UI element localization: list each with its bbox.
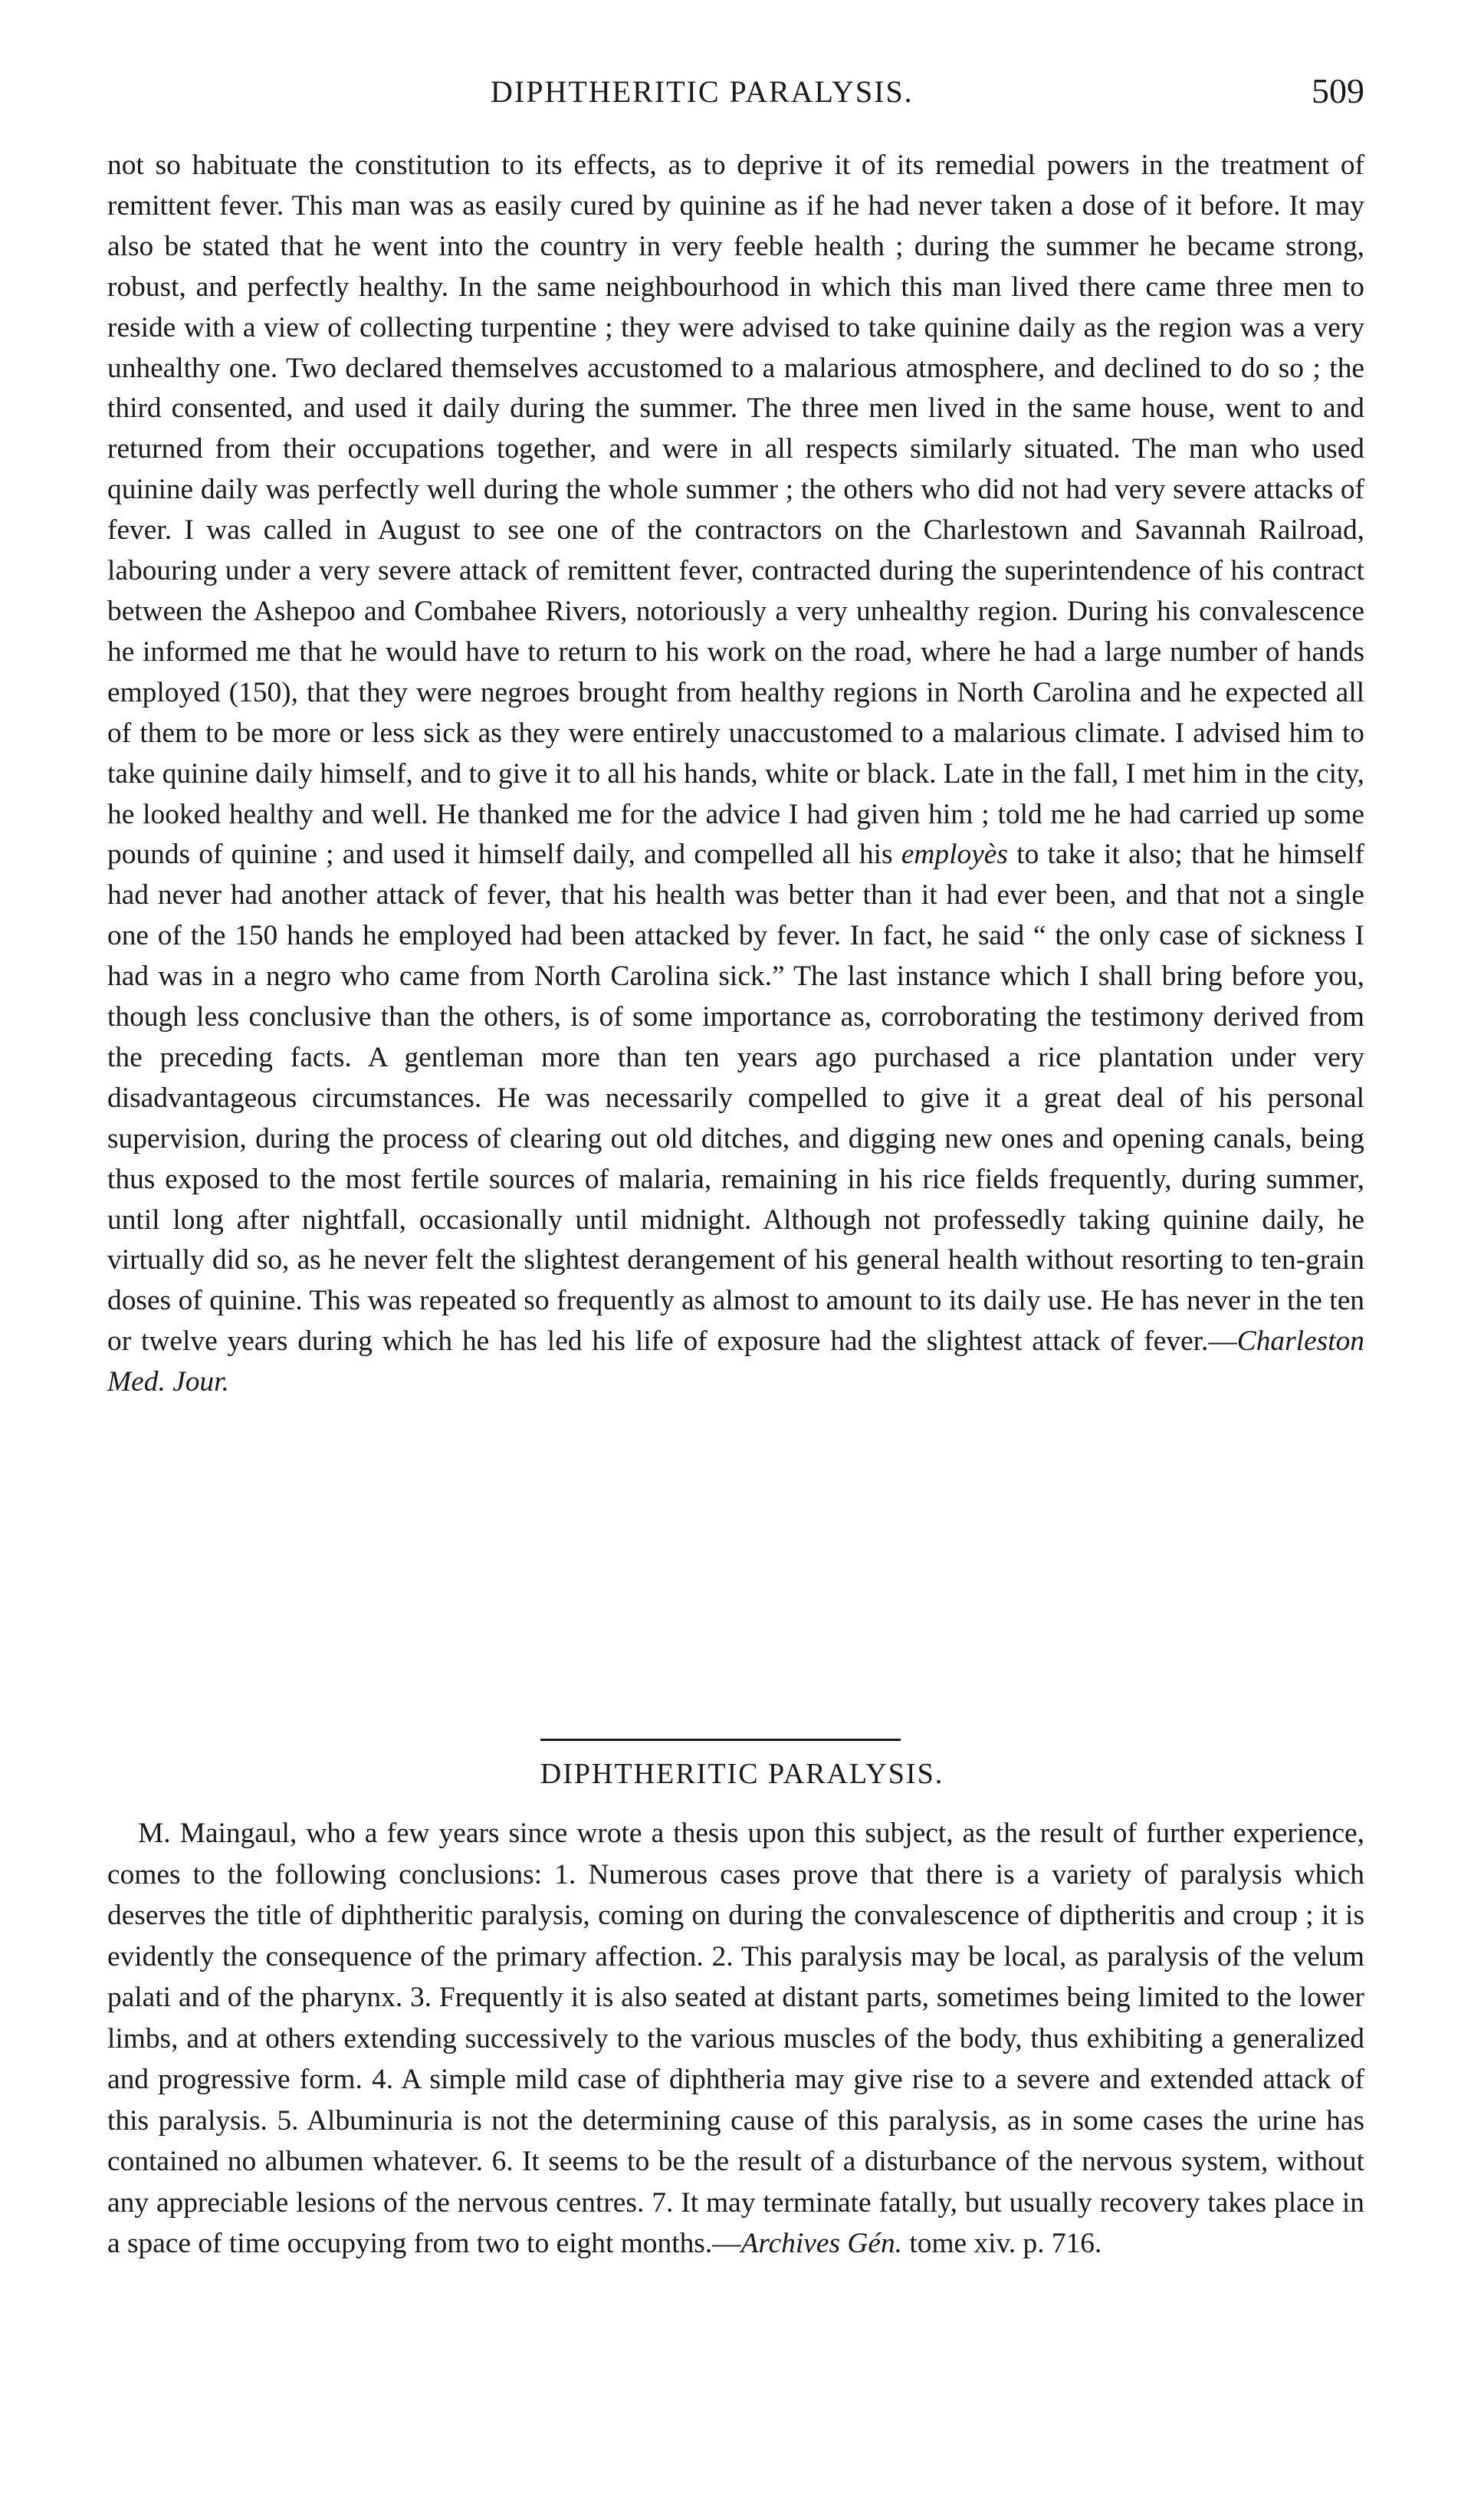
running-head bbox=[107, 71, 1364, 120]
running-title: DIPHTHERITIC PARALYSIS. bbox=[491, 74, 914, 109]
section-citation: Archives Gén. bbox=[740, 2228, 902, 2259]
page-number: 509 bbox=[1312, 71, 1364, 110]
section-body-text: M. Maingaul, who a few years since wrote a thesis upon this subject, as the result of further experience, comes to the following conclusions: 1. Numerous cases prove that there is a variety of paralysis which deserves the title of diphtheritic paralysis, coming on during the convalescence of diptheritis and croup ; it is evidently the consequence of the primary affection. 2. This paralysis may be local, as paralysis of the velum palati and of the pharynx. 3. Frequently it is also seated at distant parts, sometimes being limited to the lower limbs, and at others extending successively to the various muscles of the body, thus exhibiting a generalized and progressive form. 4. A simple mild case of diphtheria may give rise to a severe and extended attack of this paralysis. 5. Albuminuria is not the determining cause of this paralysis, as in some cases the urine has contained no albumen whatever. 6. It seems to be the result of a disturbance of the nervous system, without any appreciable lesions of the nervous centres. 7. It may terminate fatally, but usually recovery takes place in a space of time occupying from two to eight months.— bbox=[107, 1818, 1364, 2259]
section-divider bbox=[540, 1739, 901, 1741]
employes-word: employès bbox=[901, 839, 1008, 871]
section-heading: DIPHTHERITIC PARALYSIS. bbox=[540, 1758, 944, 1790]
section-citation-tail: tome xiv. p. 716. bbox=[909, 2228, 1102, 2259]
previous-article-citation: Charleston Med. Jour. bbox=[107, 1325, 1364, 1398]
previous-article-text: not so habituate the constitution to its effects, as to deprive it of its remedial powers in the treatment of remittent fever. This man was as easily cured by quinine as if he had never taken a dose of it before. It may also be stated that he went into the country in very feeble health ; during the summer he became strong, robust, and perfectly healthy. In the same neighbourhood in which this man lived there came three men to reside with a view of collecting turpentine ; they were advised to take quinine daily as the region was a very unhealthy one. Two declared themselves accustomed to a malarious atmosphere, and declined to do so ; the third consented, and used it daily during the summer. The three men lived in the same house, went to and returned from their occupations together, and were in all respects similarly situated. The man who used quinine daily was perfectly well during the whole summer ; the others who did not had very severe attacks of fever. I was called in August to see one of the contractors on the Charlestown and Savannah Railroad, labouring under a very severe attack of remittent fever, contracted during the superintendence of his contract between the Ashepoo and Combahee Rivers, notoriously a very unhealthy region. During his convalescence he informed me that he would have to return to his work on the road, where he had a large number of hands employed (150), that they were negroes brought from healthy regions in North Carolina and he expected all of them to be more or less sick as they were entirely unaccustomed to a malarious climate. I advised him to take quinine daily himself, and to give it to all his hands, white or black. Late in the fall, I met him in the city, he looked healthy and well. He thanked me for the advice I had given him ; told me he had carried up some pounds of quinine ; and used it himself daily, and compelled all his bbox=[107, 149, 1364, 871]
previous-article-text-continued: to take it also; that he himself had never had another attack of fever, that his health was better than it had ever been, and that not a single one of the 150 hands he employed had been attacked by fever. In fact, he said “ the only case of sickness I had was in a negro who came from North Carolina sick.” The last instance which I shall bring before you, though less conclusive than the others, is of some importance as, corroborating the testimony derived from the preceding facts. A gentleman more than ten years ago purchased a rice plantation under very disadvantageous circumstances. He was necessarily compelled to give it a great deal of his personal supervision, during the process of clearing out old ditches, and digging new ones and opening canals, being thus exposed to the most fertile sources of malaria, remaining in his rice fields frequently, during summer, until long after nightfall, occasionally until midnight. Although not professedly taking quinine daily, he virtually did so, as he never felt the slightest derangement of his general health without resorting to ten-grain doses of quinine. This was repeated so frequently as almost to amount to its daily use. He has never in the ten or twelve years during which he has led his life of exposure had the slightest attack of fever.— bbox=[107, 839, 1364, 1358]
section-body bbox=[107, 1813, 1364, 2265]
previous-article-body bbox=[107, 146, 1364, 1403]
